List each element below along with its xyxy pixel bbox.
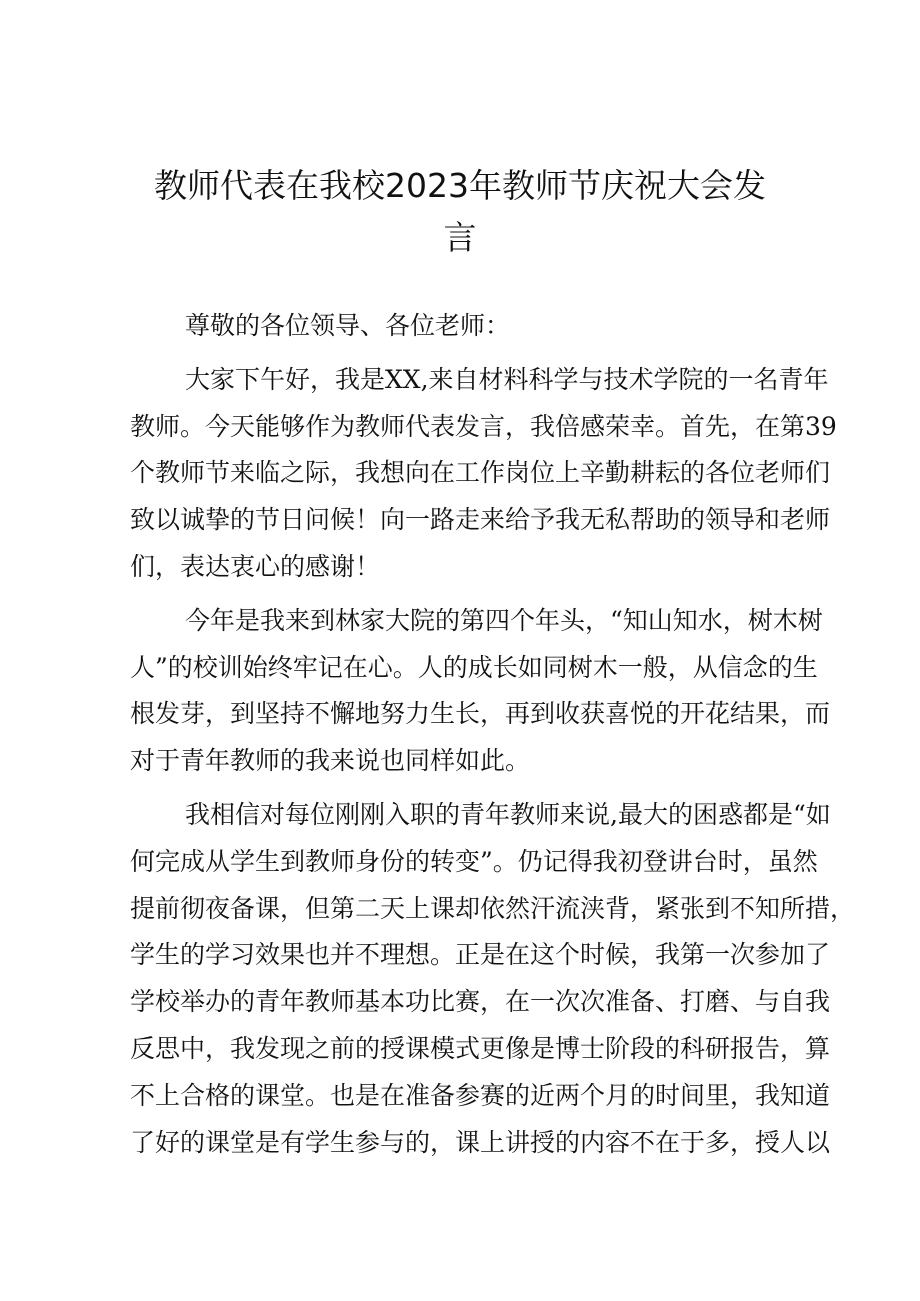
text-line: 大家下午好，我是XX,来自材料科学与技术学院的一名青年 <box>185 364 829 394</box>
title-line: 言 <box>443 218 477 257</box>
text-line: 致以诚挚的节日问候！向一路走来给予我无私帮助的领导和老师 <box>130 505 831 535</box>
text-line: 了好的课堂是有学生参与的，课上讲授的内容不在于多，授人以 <box>130 1127 831 1157</box>
text-line: 提前彻夜备课，但第二天上课却依然汗流浃背，紧张到不知所措， <box>130 893 856 923</box>
title-line: 教师代表在我校2023年教师节庆祝大会发 <box>154 166 766 205</box>
text-line: 我相信对每位刚刚入职的青年教师来说,最大的困惑都是“如 <box>185 799 831 829</box>
paragraph <box>130 792 856 1166</box>
text-line: 何完成从学生到教师身份的转变”。仍记得我初登讲台时，虽然 <box>130 846 818 876</box>
text-line: 个教师节来临之际，我想向在工作岗位上辛勤耕耘的各位老师们 <box>130 458 831 488</box>
text-line: 今年是我来到林家大院的第四个年头，“知山知水，树木树 <box>185 605 823 635</box>
text-line: 学生的学习效果也并不理想。正是在这个时候，我第一次参加了 <box>130 940 831 970</box>
text-line: 们，表达衷心的感谢！ <box>130 551 381 581</box>
document-body <box>130 303 856 1173</box>
document-title <box>100 160 820 264</box>
text-line: 对于青年教师的我来说也同样如此。 <box>130 746 531 776</box>
text-line: 反思中，我发现之前的授课模式更像是博士阶段的科研报告，算 <box>130 1033 831 1063</box>
paragraph <box>130 598 831 785</box>
text-line: 不上合格的课堂。也是在准备参赛的近两个月的时间里，我知道 <box>130 1080 831 1110</box>
text-line: 根发芽，到坚持不懈地努力生长，再到收获喜悦的开花结果，而 <box>130 699 831 729</box>
text-line: 尊敬的各位领导、各位老师： <box>185 311 511 340</box>
text-line: 人”的校训始终牢记在心。人的成长如同树木一般，从信念的生 <box>130 652 818 682</box>
paragraph <box>130 357 837 591</box>
salutation <box>130 303 795 350</box>
text-line: 教师。今天能够作为教师代表发言，我倍感荣幸。首先，在第39 <box>130 411 837 441</box>
text-line: 学校举办的青年教师基本功比赛，在一次次准备、打磨、与自我 <box>130 987 831 1017</box>
